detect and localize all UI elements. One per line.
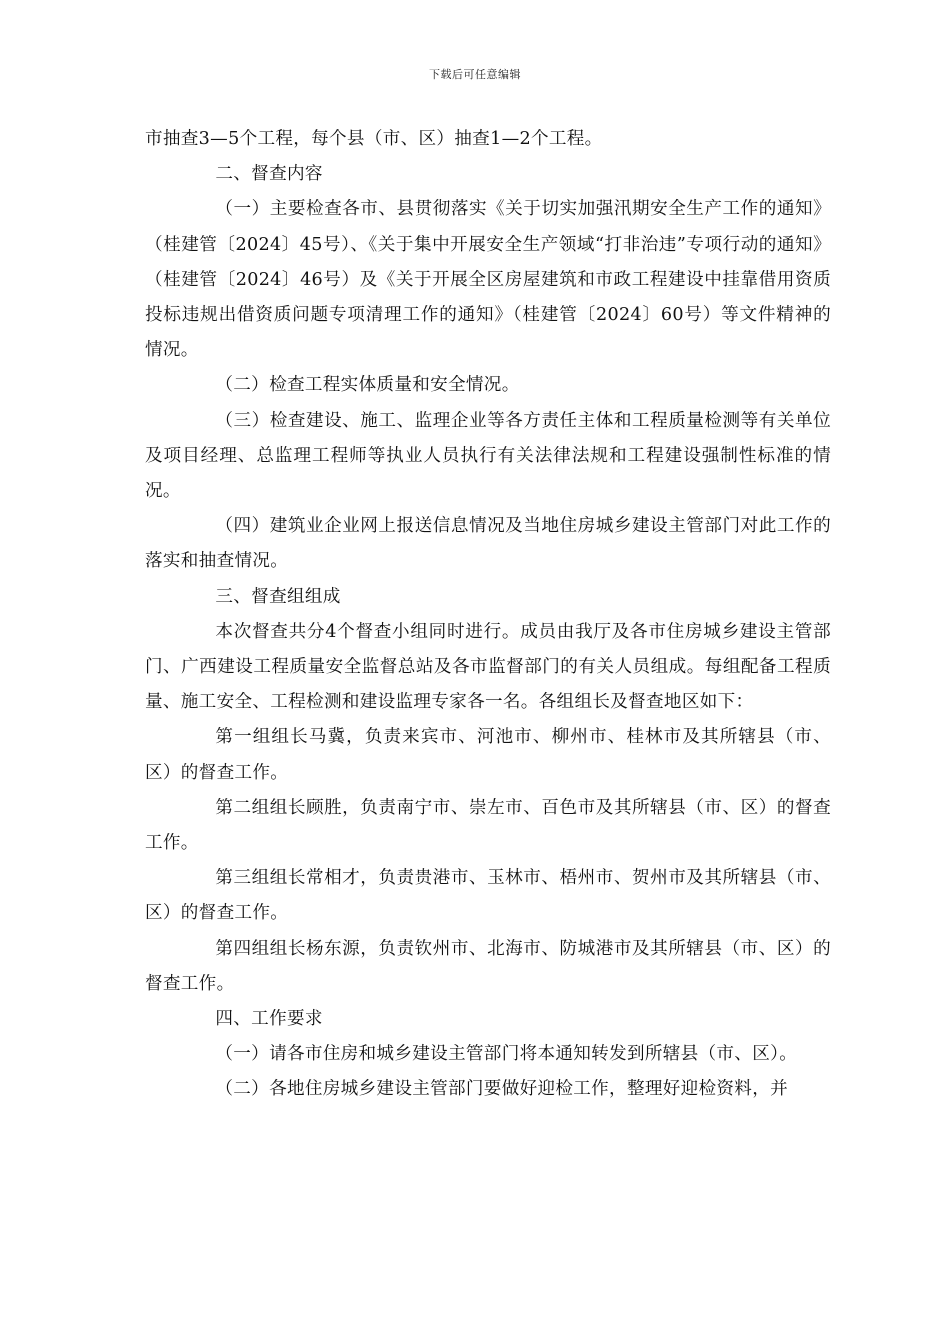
inspection-item-1: （一）主要检查各市、县贯彻落实《关于切实加强汛期安全生产工作的通知》（桂建管〔2024〕45号）、《关于集中开展安全生产领域“打非治违”专项行动的通知》（桂建管〔2024〕46号）及《关于开展全区房屋建筑和市政工程建设中挂靠借用资质投标违规出借资质问题专项清理工作的通知》（桂建管〔2024〕60号）等文件精神的情况。 [145, 199, 831, 361]
document-body [145, 122, 831, 1108]
inspection-item-3: （三）检查建设、施工、监理企业等各方责任主体和工程质量检测等有关单位及项目经理、总监理工程师等执业人员执行有关法律法规和工程建设强制性标准的情况。 [145, 410, 831, 502]
group-4-paragraph: 第四组组长杨东源，负责钦州市、北海市、防城港市及其所辖县（市、区）的督查工作。 [145, 938, 831, 994]
section-heading-inspection-content: 二、督查内容 [215, 164, 323, 185]
paragraph-continuation: 市抽查3—5个工程，每个县（市、区）抽查1—2个工程。 [145, 129, 603, 149]
team-composition-paragraph: 本次督查共分4个督查小组同时进行。成员由我厅及各市住房城乡建设主管部门、广西建设工程质量安全监督总站及各市监督部门的有关人员组成。每组配备工程质量、施工安全、工程检测和建设监理专家各一名。各组组长及督查地区如下： [145, 621, 831, 713]
section-heading-team-composition: 三、督查组组成 [215, 586, 341, 607]
group-2-paragraph: 第二组组长顾胜，负责南宁市、崇左市、百色市及其所辖县（市、区）的督查工作。 [145, 797, 831, 854]
requirement-item-1: （一）请各市住房和城乡建设主管部门将本通知转发到所辖县（市、区）。 [215, 1044, 798, 1065]
group-3-paragraph: 第三组组长常相才，负责贵港市、玉林市、梧州市、贺州市及其所辖县（市、区）的督查工作。 [145, 868, 831, 924]
inspection-item-4: （四）建筑业企业网上报送信息情况及当地住房城乡建设主管部门对此工作的落实和抽查情况。 [145, 516, 831, 572]
page-header: 下载后可任意编辑 [429, 68, 521, 81]
section-heading-work-requirements: 四、工作要求 [215, 1009, 323, 1030]
inspection-item-2: （二）检查工程实体质量和安全情况。 [215, 375, 520, 396]
group-1-paragraph: 第一组组长马冀，负责来宾市、河池市、柳州市、桂林市及其所辖县（市、区）的督查工作。 [145, 727, 831, 783]
requirement-item-2: （二）各地住房城乡建设主管部门要做好迎检工作，整理好迎检资料，并 [215, 1079, 788, 1100]
